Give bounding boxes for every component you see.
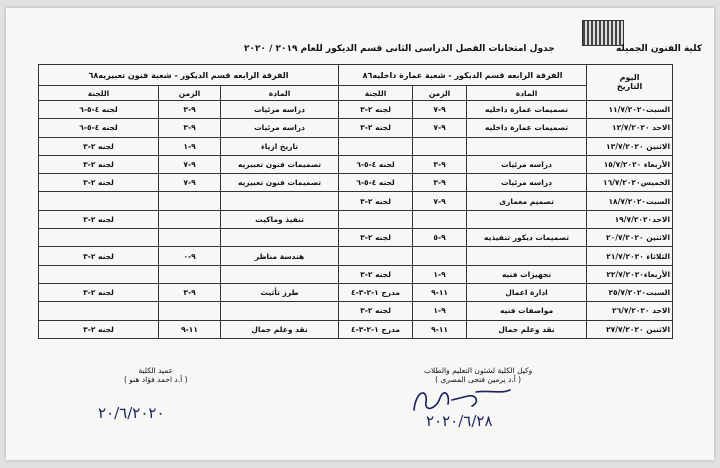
time-cell: ٩-٣ <box>413 155 467 173</box>
col-committee: اللجنة <box>39 86 159 101</box>
day-cell: الاثنين ٢٠/٧/٢٠٢٠ <box>587 229 673 247</box>
day-cell: الاحد ٢٦/٧/٢٠٢٠ <box>587 302 673 320</box>
time-cell: ٩-٣ <box>159 283 221 301</box>
table-row <box>39 229 673 247</box>
dean-handwritten-date: ٢٠/٦/٢٠٢٠ <box>98 404 165 422</box>
committee-cell: لجنه ٢-٣ <box>339 192 413 210</box>
time-cell: ٩-١ <box>413 302 467 320</box>
time-cell: ٩-١ <box>159 137 221 155</box>
table-row <box>39 265 673 283</box>
day-cell: الأربعاء ١٥/٧/٢٠٢٠ <box>587 155 673 173</box>
committee-cell: لجنه ٢-٣ <box>39 155 159 173</box>
time-cell <box>159 229 221 247</box>
subject-cell: تصميم معمارى <box>467 192 587 210</box>
subject-cell: تاريخ ازياء <box>221 137 339 155</box>
subject-cell: دراسه مرئيات <box>467 155 587 173</box>
day-cell: الاحد١٩/٧/٢٠٢٠ <box>587 210 673 228</box>
col-subject: المادة <box>467 86 587 101</box>
day-date-header: اليوم التاريخ <box>587 65 673 101</box>
day-cell: السبت٢٥/٧/٢٠٢٠ <box>587 283 673 301</box>
committee-cell: لجنه ٢-٣ <box>39 174 159 192</box>
time-cell <box>159 265 221 283</box>
committee-cell: لجنه ٢-٣ <box>339 265 413 283</box>
table-row <box>39 155 673 173</box>
subject-cell: تصميمات عمارة داخليه <box>467 119 587 137</box>
table-row <box>39 174 673 192</box>
vice-dean-name: ( أ.د يرمين فتحى المصرى ) <box>435 375 522 384</box>
subject-cell: دراسه مرئيات <box>467 174 587 192</box>
subject-cell: تنفيذ وماكيت <box>221 210 339 228</box>
subject-cell: تصميمات ديكور تنفيذيه <box>467 229 587 247</box>
subject-cell: نقد وعلم جمال <box>467 320 587 338</box>
subject-cell <box>221 265 339 283</box>
table-row <box>39 210 673 228</box>
day-cell: الاثنين ٢٧/٧/٢٠٢٠ <box>587 320 673 338</box>
committee-cell: لجنه ٢-٣ <box>339 119 413 137</box>
table-row <box>39 101 673 119</box>
day-cell: السبت١٨/٧/٢٠٢٠ <box>587 192 673 210</box>
dean-title: عميد الكلية <box>138 366 174 375</box>
time-cell: ٩-١ <box>413 265 467 283</box>
subject-cell: تصميمات فنون تعبيريه <box>221 174 339 192</box>
dean-signature-block <box>124 366 188 384</box>
vice-dean-handwritten-date: ٢٠٢٠/٦/٢٨ <box>426 412 493 430</box>
time-cell: ٩-٣ <box>159 119 221 137</box>
committee-cell <box>39 302 159 320</box>
time-cell <box>413 137 467 155</box>
col-time: الزمن <box>159 86 221 101</box>
committee-cell: لجنه ٢-٣ <box>39 247 159 265</box>
time-cell: ٩-٧ <box>159 155 221 173</box>
time-cell: ٩-٣ <box>159 101 221 119</box>
committee-cell <box>339 210 413 228</box>
committee-cell: لجنه ٢-٣ <box>339 101 413 119</box>
committee-cell: لجنه ٤-٥-٦ <box>39 119 159 137</box>
subject-cell: طرز تأثيث <box>221 283 339 301</box>
table-header-row <box>39 65 673 86</box>
time-cell: ٩-٧ <box>413 119 467 137</box>
committee-cell <box>39 229 159 247</box>
college-logo-icon <box>582 20 624 46</box>
committee-cell: لجنه ٢-٣ <box>339 302 413 320</box>
day-cell: الخميس١٦/٧/٢٠٢٠ <box>587 174 673 192</box>
subject-cell <box>467 210 587 228</box>
committee-cell <box>39 265 159 283</box>
committee-cell: لجنه ٢-٣ <box>339 229 413 247</box>
table-row <box>39 137 673 155</box>
table-row <box>39 320 673 338</box>
exam-schedule-table <box>38 64 673 339</box>
table-subheader-row <box>39 86 673 101</box>
subject-cell: هندسة مناظر <box>221 247 339 265</box>
subject-cell: دراسه مرئيات <box>221 119 339 137</box>
subject-cell <box>467 247 587 265</box>
time-cell <box>413 210 467 228</box>
time-cell: ١١-٩ <box>159 320 221 338</box>
committee-cell: لجنه ٤-٥-٦ <box>339 174 413 192</box>
subject-cell <box>221 229 339 247</box>
subject-cell <box>467 137 587 155</box>
subject-cell: تصميمات فنون تعبيريه <box>221 155 339 173</box>
table-row <box>39 119 673 137</box>
col-subject: المادة <box>221 86 339 101</box>
subject-cell: تجهيزات فنيه <box>467 265 587 283</box>
time-cell: ٩-٥ <box>413 229 467 247</box>
time-cell <box>159 210 221 228</box>
subject-cell <box>221 192 339 210</box>
vice-dean-title: وكيل الكلية لشئون التعليم والطلاب <box>424 366 533 375</box>
time-cell <box>413 247 467 265</box>
time-cell: ٩-٠ <box>159 247 221 265</box>
group1-title: الفرقة الرابعه قسم الديكور - شعبة عمارة داخليه٨٦ <box>339 65 587 86</box>
subject-cell: نقد وعلم جمال <box>221 320 339 338</box>
group2-title: الفرقة الرابعه قسم الديكور - شعبة فنون تعبيريه٦٨ <box>39 65 339 86</box>
subject-cell: دراسه مرئيات <box>221 101 339 119</box>
time-cell: ٩-٧ <box>413 192 467 210</box>
time-cell: ٩-٣ <box>413 174 467 192</box>
day-cell: الاحد ١٢/٧/٢٠٢٠ <box>587 119 673 137</box>
table-row <box>39 283 673 301</box>
committee-cell: لجنه ٢-٣ <box>39 283 159 301</box>
committee-cell: لجنه ٤-٥-٦ <box>39 101 159 119</box>
committee-cell <box>339 247 413 265</box>
time-cell: ١١-٩ <box>413 320 467 338</box>
committee-cell: لجنه ٢-٣ <box>39 210 159 228</box>
day-cell: السبت١١/٧/٢٠٢٠ <box>587 101 673 119</box>
college-name: كلية الفنون الجميله <box>615 44 702 54</box>
time-cell <box>159 192 221 210</box>
table-row <box>39 192 673 210</box>
committee-cell: مدرج ١-٢-٣-٤ <box>339 283 413 301</box>
subject-cell: مواصفات فنيه <box>467 302 587 320</box>
committee-cell <box>339 137 413 155</box>
subject-cell: ادارة اعمال <box>467 283 587 301</box>
table-row <box>39 247 673 265</box>
col-committee: اللجنة <box>339 86 413 101</box>
document-page <box>6 8 714 460</box>
subject-cell: تصميمات عمارة داخليه <box>467 101 587 119</box>
day-cell: الأربعاء٢٢/٧/٢٠٢٠ <box>587 265 673 283</box>
committee-cell <box>39 192 159 210</box>
time-cell: ١١-٩ <box>413 283 467 301</box>
subject-cell <box>221 302 339 320</box>
committee-cell: لجنه ٢-٣ <box>39 320 159 338</box>
dean-name: ( أ.د احمد فؤاد هنو ) <box>124 375 188 384</box>
committee-cell: لجنه ٤-٥-٦ <box>339 155 413 173</box>
time-cell: ٩-٧ <box>159 174 221 192</box>
day-cell: الاثنين ١٣/٧/٢٠٢٠ <box>587 137 673 155</box>
day-cell: الثلاثاء ٢١/٧/٢٠٢٠ <box>587 247 673 265</box>
col-time: الزمن <box>413 86 467 101</box>
time-cell <box>159 302 221 320</box>
committee-cell: لجنه ٢-٣ <box>39 137 159 155</box>
table-row <box>39 302 673 320</box>
committee-cell: مدرج ١-٢-٣-٤ <box>339 320 413 338</box>
time-cell: ٩-٧ <box>413 101 467 119</box>
document-title: جدول امتحانات الفصل الدراسى الثانى قسم الديكور للعام ٢٠١٩ / ٢٠٢٠ <box>244 44 555 54</box>
